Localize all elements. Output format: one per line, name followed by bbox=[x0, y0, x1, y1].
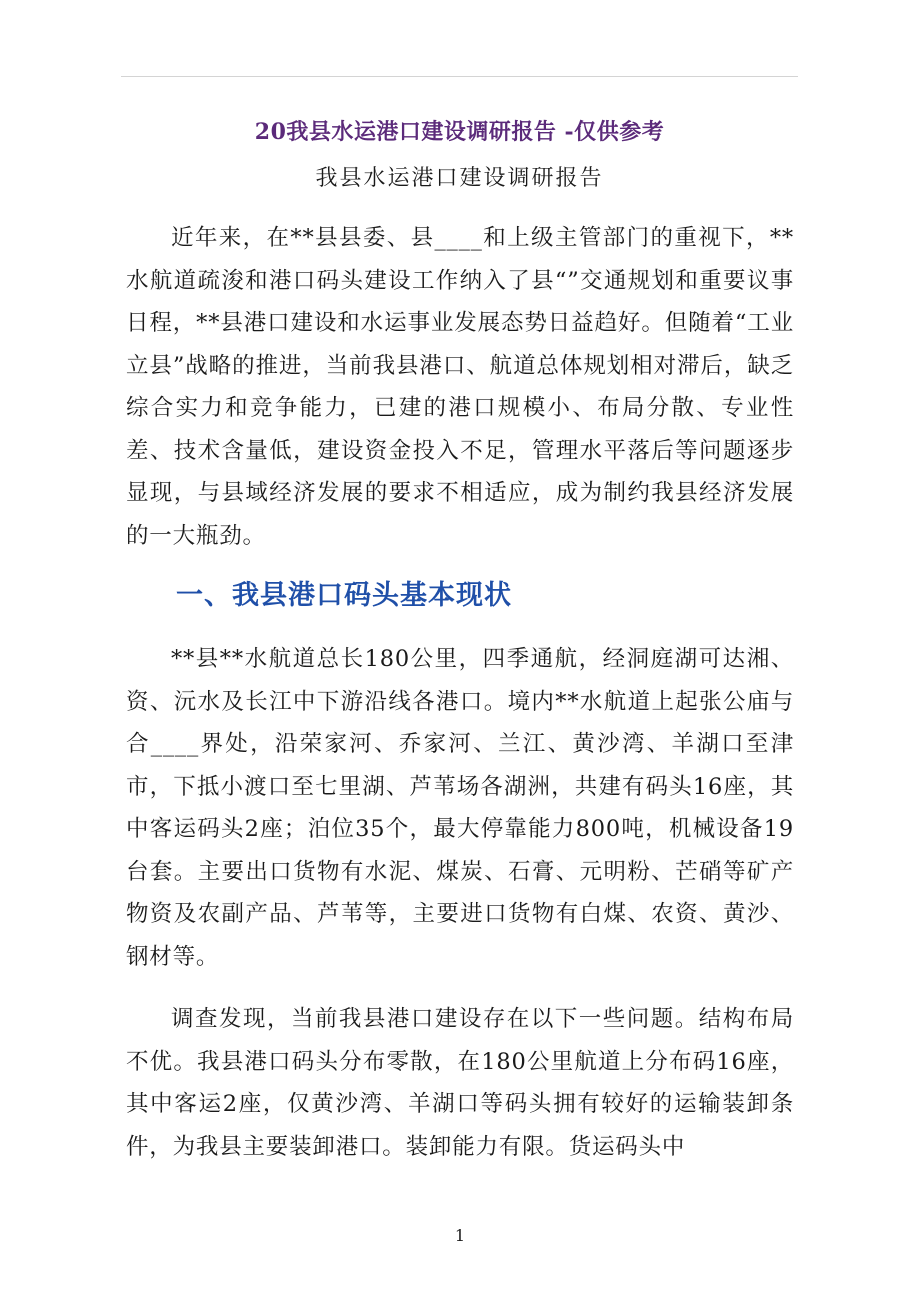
document-subtitle: 我县水运港口建设调研报告 bbox=[315, 166, 604, 191]
header-rule bbox=[121, 76, 798, 77]
body-paragraph-intro: 近年来，在**县县委、县____和上级主管部门的重视下，**水航道疏浚和港口码头建设工作纳入了县“”交通规划和重要议事日程，**县港口建设和水运事业发展态势日益趋好。但随着“工业立县”战略的推进，当前我县港口、航道总体规划相对滞后，缺乏综合实力和竞争能力，已建的港口规模小、布局分散、专业性差、技术含量低，建设资金投入不足，管理水平落后等问题逐步显现，与县域经济发展的要求不相适应，成为制约我县经济发展的一大瓶劲。 bbox=[126, 225, 794, 549]
page-number: 1 bbox=[454, 1226, 466, 1245]
section-heading: 一、我县港口码头基本现状 bbox=[176, 580, 512, 611]
document-title: 20我县水运港口建设调研报告 -仅供参考 bbox=[254, 119, 665, 145]
body-paragraph-status: **县**水航道总长180公里，四季通航，经洞庭湖可达湘、资、沅水及长江中下游沿线各港口。境内**水航道上起张公庙与合____界处，沿荣家河、乔家河、兰江、黄沙湾、羊湖口至津市，下抵小渡口至七里湖、芦苇场各湖洲，共建有码头16座，其中客运码头2座；泊位35个，最大停靠能力800吨，机械设备19台套。主要出口货物有水泥、煤炭、石膏、元明粉、芒硝等矿产物资及农副产品、芦苇等，主要进口货物有白煤、农资、黄沙、钢材等。 bbox=[126, 646, 794, 970]
body-paragraph-problems: 调查发现，当前我县港口建设存在以下一些问题。结构布局不优。我县港口码头分布零散，在180公里航道上分布码16座，其中客运2座，仅黄沙湾、羊湖口等码头拥有较好的运输装卸条件，为我县主要装卸港口。装卸能力有限。货运码头中 bbox=[126, 1006, 794, 1160]
